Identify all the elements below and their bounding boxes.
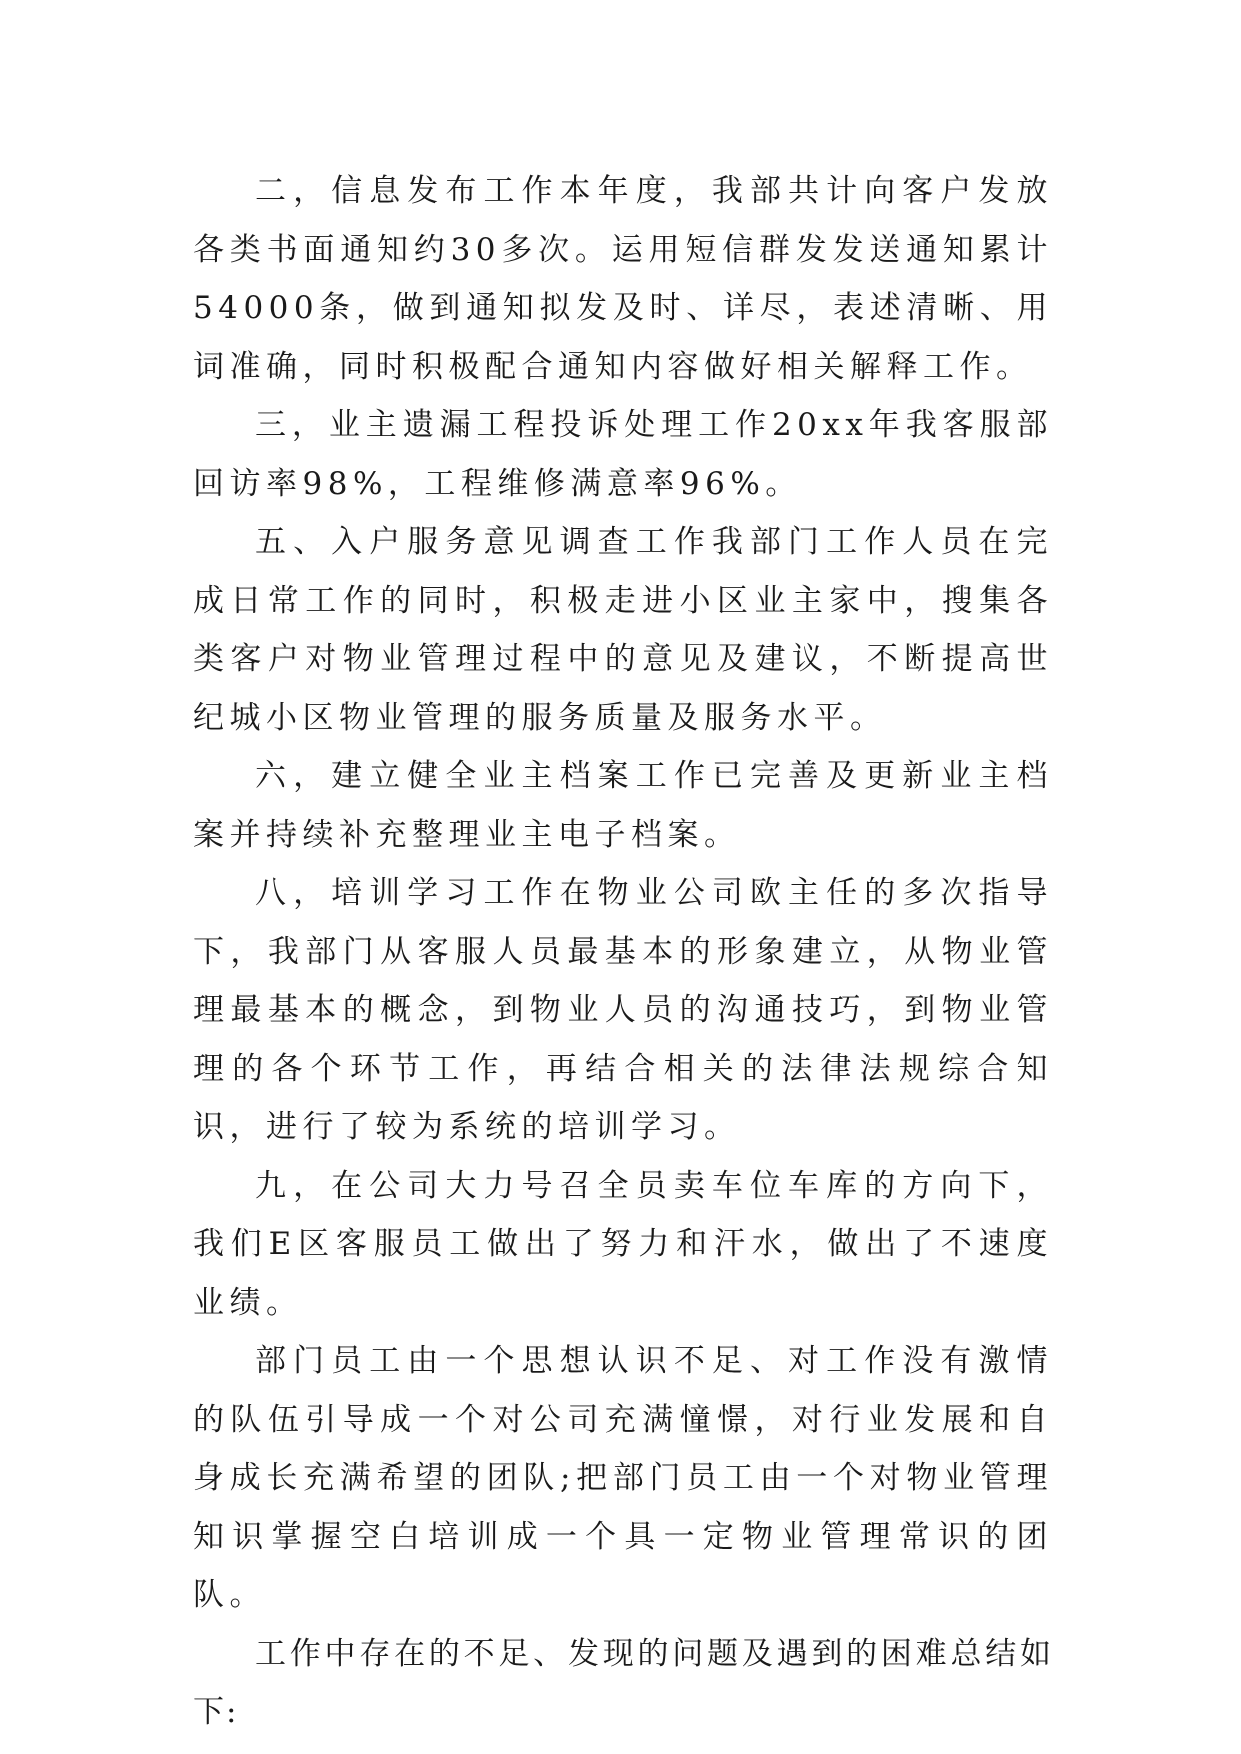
paragraph-training: 八，培训学习工作在物业公司欧主任的多次指导下，我部门从客服人员最基本的形象建立，从物业管理最基本的概念，到物业人员的沟通技巧，到物业管理的各个环节工作，再结合相关的法律法规综合知识，进行了较为系统的培训学习。 [193, 875, 1053, 1145]
paragraph-info-release: 二，信息发布工作本年度，我部共计向客户发放各类书面通知约30多次。运用短信群发发送通知累计54000条，做到通知拟发及时、详尽，表述清晰、用词准确，同时积极配合通知内容做好相关解释工作。 [193, 173, 1053, 385]
paragraph-shortcomings-intro: 工作中存在的不足、发现的问题及遇到的困难总结如下: [193, 1635, 1053, 1730]
document-body [193, 162, 1053, 1742]
paragraph-team-building: 部门员工由一个思想认识不足、对工作没有激情的队伍引导成一个对公司充满憧憬，对行业发展和自身成长充满希望的团队;把部门员工由一个对物业管理知识掌握空白培训成一个具一定物业管理常识的团队。 [193, 1343, 1053, 1613]
paragraph-opinion-survey: 五、入户服务意见调查工作我部门工作人员在完成日常工作的同时，积极走进小区业主家中，搜集各类客户对物业管理过程中的意见及建议，不断提高世纪城小区物业管理的服务质量及服务水平。 [193, 524, 1053, 736]
paragraph-owner-archives: 六，建立健全业主档案工作已完善及更新业主档案并持续补充整理业主电子档案。 [193, 758, 1053, 853]
paragraph-complaint-handling: 三，业主遗漏工程投诉处理工作20xx年我客服部回访率98%，工程维修满意率96%。 [193, 407, 1053, 502]
paragraph-parking-sales: 九，在公司大力号召全员卖车位车库的方向下，我们E区客服员工做出了努力和汗水，做出了不速度业绩。 [193, 1167, 1053, 1321]
